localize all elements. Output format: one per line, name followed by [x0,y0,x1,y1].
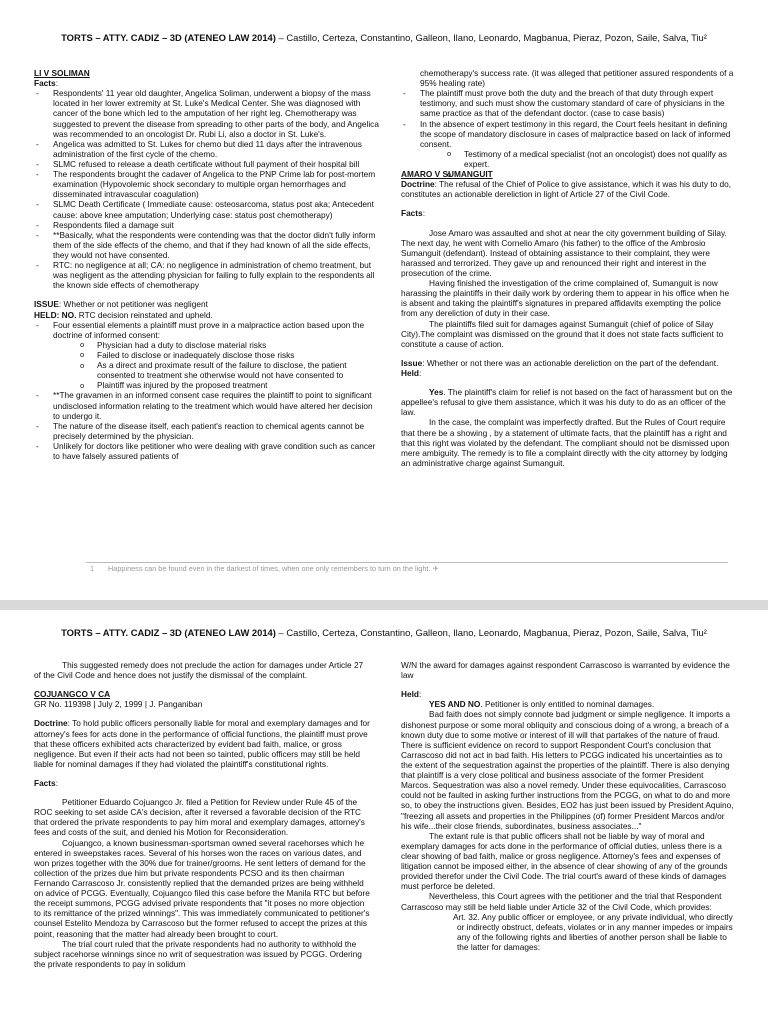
issue-text: W/N the award for damages against respondent Carrascoso is warranted by evidence the law [401,660,730,681]
case-title-cojuangco-v-ca: COJUANGCO V CA [34,689,111,700]
facts-colon: : [55,777,58,788]
list-item [401,119,735,170]
continued-text: chemotherapy's success rate. (it was alleged that petitioner assured respondents of a 95% healing rate) [420,68,734,89]
held-paragraph [401,387,735,417]
sub-list-item: o As a direct and proximate result of the failure to disclose, the patient consented to treatment she otherwise would not have consented to [80,360,380,380]
facts-paragraph: Having finished the investigation of the crime complained of, Sumanguit is now harassing the plaintiffs in their daily work by ordering them to appear in his office when he is absent and taking the plaintiff's signatures in prepared affidavits exempting the police from any dereliction of duty in their case. [401,278,730,319]
held-paragraph: In the case, the complaint was imperfectly drafted. But the Rules of Court require that there be a showing , by a statement of ultimate facts, that the plaintiff has a right and that this right was violated by the defendant. The compliant should not be dismissed upon mere ambiguity. The remedy is to file a complaint directly with the city attorney by lodging an administrative charge against Sumanguit. [401,417,730,468]
doctrine-label: Doctrine [401,179,435,190]
list-item: - **Basically, what the respondents were contending was that the doctor didn't fully inform them of the side effects of the chemo, and that if they had known of all the side effects, they would not have consented. [34,230,380,260]
sub-list-item: o Physician had a duty to disclose material risks [80,340,380,350]
held-text: . Petitioner is only entitled to nominal damages. [480,699,655,710]
list-item: - Angelica was admitted to St. Lukes for chemo but died 11 days after the intravenous administration of the first cycle of the chemo. [34,139,380,159]
held-label: Held [401,367,419,378]
header-authors: – Castillo, Certeza, Constantino, Galleon, Ilano, Leonardo, Magbanua, Pieraz, Pozon, Saile, Salva, Tiu² [275,627,707,638]
header-course: TORTS – ATTY. CADIZ – 3D (ATENEO LAW 2014) [61,32,276,43]
held-answer: YES AND NO [429,699,481,710]
held-line [34,310,380,320]
page2-right-column [401,660,735,1024]
facts-paragraph: Cojuangco, a known businessman-sportsman owned several racehorses which he entered in sweepstakes races. Several of his horses won the races on various dates, and won prizes together with the 30% due for trainer/grooms. He sent letters of demand for the collection of the prizes due him but private respondents PCSO and its then chairman Fernando Carrascoso Jr. consistently replied that the demanded prizes are being withheld on advice of PCGG. Eventually, Cojuangco filed this case before the Manila RTC but before the receipt summons, PCGG advised private respondents that "it poses no more objection to its remittance of the prized winnings". This was immediately communicated to petitioner's counsel Estelito Mendoza by Carrascoso but the former refused to accept the prizes at this point, reasoning that the matter had already been brought to court. [34,837,370,939]
case-citation: GR No. 119398 | July 2, 1999 | J. Panganiban [34,699,203,710]
list-item: - SLMC refused to release a death certificate without full payment of their hospital bill [34,159,380,169]
list-item: - **The gravamen in an informed consent case requires the plaintiff to point to significant undisclosed information relating to the treatment which would have altered her decision to undergo it. [34,390,380,420]
facts-paragraph: The trial court ruled that the private respondents had no authority to withhold the subject racehorse winnings since no writ of sequestration was issued by PCGG. Ordering the private respondents to pay in solidum [34,938,362,969]
list-item: - Respondents' 11 year old daughter, Angelica Soliman, underwent a biopsy of the mass located in her lower extremity at St. Luke's Medical Center. She was diagnosed with cancer of the bone which led to the amputation of her right leg. Chemotherapy was suggested to prevent the disease from spreading to other parts of the body, and Angelica was recommended to an oncologist Dr. Rubi Li, also a doctor in St. Luke's. [34,88,380,139]
doctrine-text: : The refusal of the Chief of Police to give assistance, which it was his duty to do, constitutes an actionable dereliction in light of Article 27 of the Civil Code. [401,179,732,200]
intro-paragraph: This suggested remedy does not preclude the action for damages under Article 27 of the Civil Code and hence does not justify the dismissal of the complaint. [34,660,364,681]
sub-list-item: o Plaintiff was injured by the proposed treatment [80,380,380,390]
issue-label: Issue [401,357,423,368]
held-list [34,320,380,462]
issue-text: : Whether or not petitioner was negligent [58,299,208,310]
facts-label: Facts [34,777,56,788]
issue-line [401,358,735,368]
list-item: - The respondents brought the cadaver of Angelica to the PNP Crime lab for post-mortem examination (Hypovolemic shock secondary to multiple organ hemorrhages and disseminated intravascular coagulation) [34,169,380,199]
doctrine-text: : To hold public officers personally liable for moral and exemplary damages and for attorney's fees for acts done in the performance of official functions, the plaintiff must prove that these officers exhibited acts characterized by evident bad faith, malice, or gross negligence. But even if their acts had not been so tainted, public officers may still be held liable for nominal damages if they had violated the plaintiff's constitutional rights. [34,718,370,769]
page-gap [0,600,768,610]
elements-list [53,340,380,391]
list-item: - Respondents filed a damage suit [34,220,380,230]
held-paragraph: Nevertheless, this Court agrees with the petitioner and the trial that Respondent Carrascoso may still be held liable under Article 32 of the Civil Code, which provides: [401,891,722,912]
held-label: Held [401,689,419,700]
facts-list [34,88,380,290]
page-header [40,628,728,639]
sub-list [420,149,735,169]
issue-text: : Whether or not there was an actionable dereliction on the part of the defendant. [422,357,719,368]
header-course: TORTS – ATTY. CADIZ – 3D (ATENEO LAW 2014) [61,627,276,638]
facts-label: Facts [401,208,423,219]
footnote [86,562,728,576]
doctrine-line [34,718,370,769]
facts-label: Facts [34,78,56,89]
held-list-continued [401,88,735,169]
issue-line [34,299,380,309]
page2-left-column [34,660,370,1024]
held-paragraph: Bad faith does not simply connote bad judgment or simple negligence. It imports a dishonest purpose or some moral obliquity and conscious doing of a wrong, a breach of a known duty due to some motive or interest of ill will that partakes of the nature of fraud. There is sufficient evidence on record to support Respondent Court's conclusion that Carrascoso did not act in bad faith. His letters to PCGG indicated his uncertainties as to the extent of the sequestration against the properties of the plaintiff. There is also denying that plaintiff is a very close political and business associate of the former President Marcos. Sequestration was also a novel remedy. Under these equivocalities, Carrascoso could not be faulted in asking further instructions from the PCGG, on what to do and more so, to obey the instructions given. Besides, EO2 has just been issued by President Aquino, "freezing all assets and properties in the Philippines (of) former President Marcos and/or his wife...their close friends, subordinates, business associates..." [401,709,734,831]
held-answer: NO. [59,309,77,320]
facts-colon: : [422,208,425,219]
doctrine-line [401,179,735,199]
page1-left-column [34,68,380,560]
quoted-article: Art. 32. Any public officer or employee, or any private individual, who directly or indirectly obstruct, defeats, violates or in any manner impedes or impairs any of the following rights and liberties of another person shall be liable to the latter for damages: [453,911,733,952]
list-item: - SLMC Death Certificate ( Immediate cause: osteosarcoma, status post aka; Antecedent cause: above knee amputation; Underlying case: status post chemotherapy) [34,199,380,219]
page-header [40,33,728,44]
footnote-number: 1 [90,564,95,573]
footnote-text: Happiness can be found even in the darkest of times, when one only remembers to turn on the light. ✈ [108,564,439,573]
issue-label: ISSUE [34,299,59,310]
facts-paragraph: Jose Amaro was assaulted and shot at near the city government building of Silay. The next day, he went with Cornelio Amaro (his father) to the office of the Ambrosio Sumanguit (defendant). Instead of obtaining assistance to their complaint, they were harassed and terrorized. They gave up and renounced their right and interest in the prosecution of the crime. [401,227,727,278]
facts-colon: : [55,78,58,89]
list-item: - Unlikely for doctors like petitioner who were dealing with grave condition such as cancer to have falsely assured patients of [34,441,380,461]
header-authors: – Castillo, Certeza, Constantino, Galleon, Ilano, Leonardo, Magbanua, Pieraz, Pozon, Saile, Salva, Tiu² [275,32,707,43]
held-paragraph: The extant rule is that public officers shall not be liable by way of moral and exemplary damages for acts done in the performance of official duties, unless there is a clear showing of bad faith, malice or gross negligence. Attorney's fees and expenses of litigation cannot be imposed either, in the absence of clear showing of any of the grounds provided therefor under the Civil Code. The trial court's award of these kinds of damages must perforce be deleted. [401,830,728,892]
held-text: . The plaintiff's claim for relief is not based on the fact of harassment but on the appellee's refusal to give them assistance, which it was his duty to do as an officer of the law. [401,387,733,418]
list-item-text: Four essential elements a plaintiff must prove in a malpractice action based upon the doctrine of informed consent: [53,319,365,340]
held-colon: : [418,367,422,378]
case-title-li-v-soliman: LI V SOLIMAN [34,68,90,78]
held-answer: Yes [429,387,444,398]
case-title-amaro-v-sumanguit: AMARO V SUMANGUIT [401,169,493,180]
held-colon: : [418,689,422,700]
sub-list-item: o Failed to disclose or inadequately disclose those risks [80,350,380,360]
facts-paragraph: The plaintiffs filed suit for damages against Sumanguit (chief of police of Silay City).The complaint was dismissed on the ground that it does not state facts sufficient to constitute a cause of action. [401,318,724,349]
list-item: - The plaintiff must prove both the duty and the breach of that duty through expert testimony, and such must show the customary standard of care of physicians in the same practice as that of the defendant doctor. (case to case basis) [401,88,735,118]
facts-paragraph: Petitioner Eduardo Cojuangco Jr. filed a Petition for Review under Rule 45 of the ROC seeking to set aside CA's decision, after it reversed a favorable decision of the RTC that ordered the private respondents to pay him moral and exemplary damages, attorney's fees and costs of the suit, and denied his Motion for Reconsideration. [34,797,365,838]
held-paragraph [401,699,735,709]
sub-list-item: o Testimony of a medical specialist (not an oncologist) does not qualify as expert. [447,149,735,169]
page1-right-column [401,68,735,560]
doctrine-label: Doctrine [34,718,68,729]
held-text: RTC decision reinstated and upheld. [76,309,213,320]
held-label: HELD: [34,309,60,320]
list-item-text: In the absence of expert testimony in this regard, the Court feels hesitant in defining the scope of mandatory disclosure in cases of malpractice based on lack of informed consent. [420,118,731,149]
list-item: - RTC: no negligence at all; CA: no negligence in administration of chemo treatment, but was negligent as the attending physician for failing to fully explain to the respondents all the known side effects of chemotherapy [34,260,380,290]
list-item [34,320,380,391]
list-item: - The nature of the disease itself, each patient's reaction to chemical agents cannot be precisely determined by the physician. [34,421,380,441]
